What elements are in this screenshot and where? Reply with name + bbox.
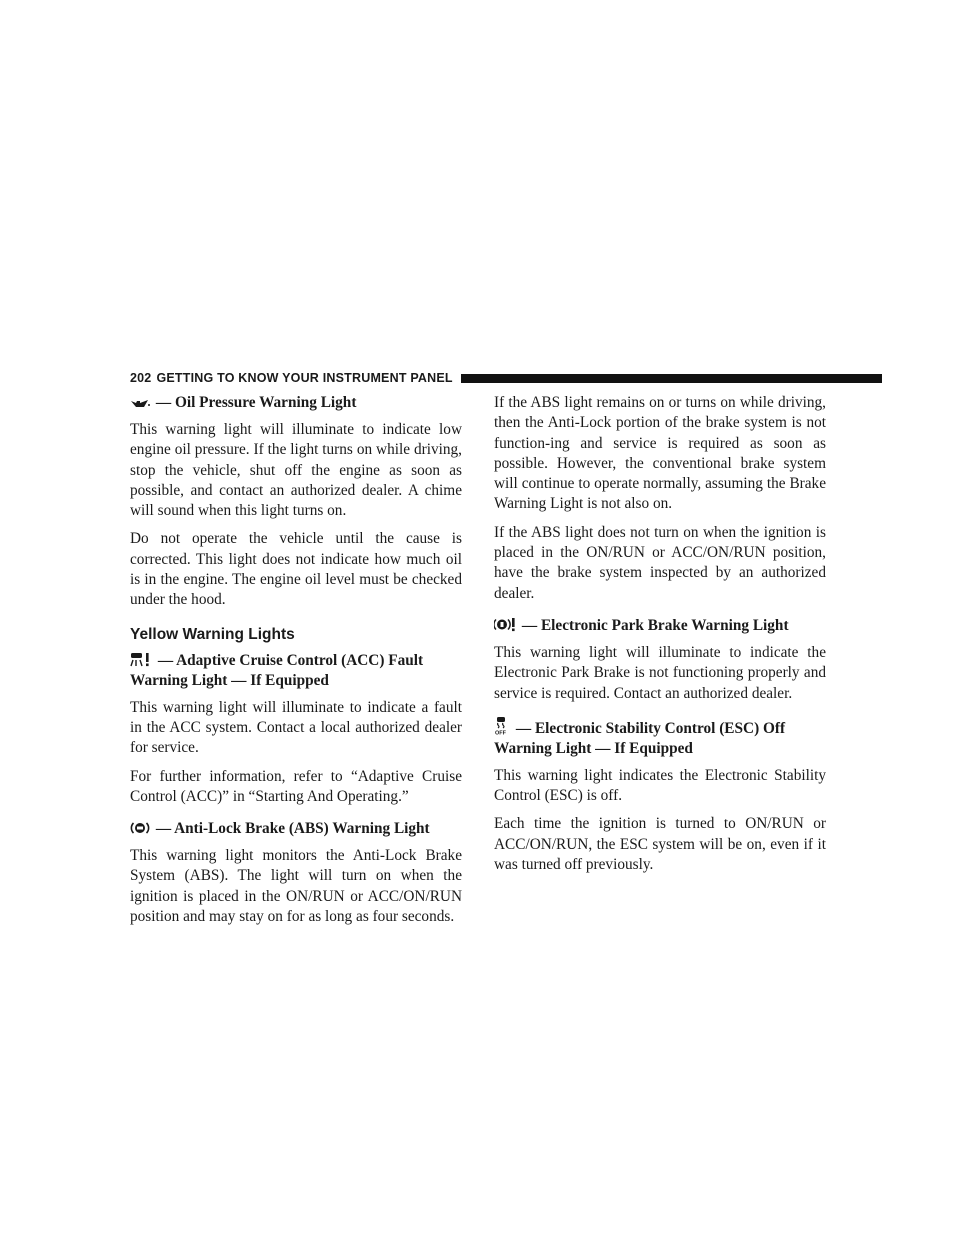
yellow-warning-lights-heading: Yellow Warning Lights (130, 625, 295, 643)
esc-off-text-2: Each time the ignition is turned to ON/RUN or ACC/ON/RUN, the ESC system will be on, even if it was turned off previously. (494, 815, 826, 874)
park-brake-heading: — Electronic Park Brake Warning Light (494, 616, 826, 636)
oil-can-icon (130, 398, 150, 409)
page-header (130, 370, 882, 386)
park-brake-icon (494, 617, 516, 632)
abs-heading: — Anti-Lock Brake (ABS) Warning Light (130, 819, 462, 839)
abs-text-1: This warning light monitors the Anti-Lock Brake System (ABS). The light will turn on when the ignition is placed in the ON/RUN or ACC/ON/RUN position and may stay on for as long as four seconds. (130, 847, 462, 926)
section-title: GETTING TO KNOW YOUR INSTRUMENT PANEL (156, 371, 453, 385)
acc-fault-text-1: This warning light will illuminate to indicate a fault in the ACC system. Contact a local authorized dealer for service. (130, 698, 462, 757)
header-rule (461, 374, 882, 383)
park-brake-text-1: This warning light will illuminate to indicate the Electronic Park Brake is not functioning properly and service is required. Contact an authorized dealer. (494, 643, 826, 702)
acc-fault-text-2: For further information, refer to “Adaptive Cruise Control (ACC)” in “Starting And Operating.” (130, 767, 462, 805)
acc-fault-icon (130, 652, 152, 667)
right-column (494, 393, 826, 883)
abs-icon (130, 821, 150, 835)
oil-pressure-text-2: Do not operate the vehicle until the cause is corrected. This light does not indicate how much oil is in the engine. The engine oil level must be checked under the hood. (130, 530, 462, 609)
left-column (130, 393, 462, 935)
page-number: 202 (130, 371, 152, 385)
esc-off-heading: OFF — Electronic Stability Control (ESC) Off Warning Light — If Equipped (494, 716, 826, 759)
esc-off-icon (494, 716, 510, 735)
oil-pressure-text-1: This warning light will illuminate to indicate low engine oil pressure. If the light turns on while driving, stop the vehicle, shut off the engine as soon as possible, and contact an authorized dealer. A chime will sound when this light turns on. (130, 421, 462, 520)
acc-fault-heading: — Adaptive Cruise Control (ACC) Fault Warning Light — If Equipped (130, 651, 424, 689)
esc-off-text-1: This warning light indicates the Electronic Stability Control (ESC) is off. (494, 766, 826, 805)
abs-text-3: If the ABS light does not turn on when the ignition is placed in the ON/RUN or ACC/ON/RUN position, have the brake system inspected by an authorized dealer. (494, 523, 826, 602)
abs-text-2: If the ABS light remains on or turns on while driving, then the Anti-Lock portion of the brake system is not function-ing and service is required as soon as possible. However, the conventional brake system will continue to operate normally, assuming the Brake Warning Light is not also on. (494, 394, 826, 513)
oil-pressure-heading: — Oil Pressure Warning Light (130, 393, 462, 413)
esc-off-icon-label: OFF (495, 730, 506, 735)
